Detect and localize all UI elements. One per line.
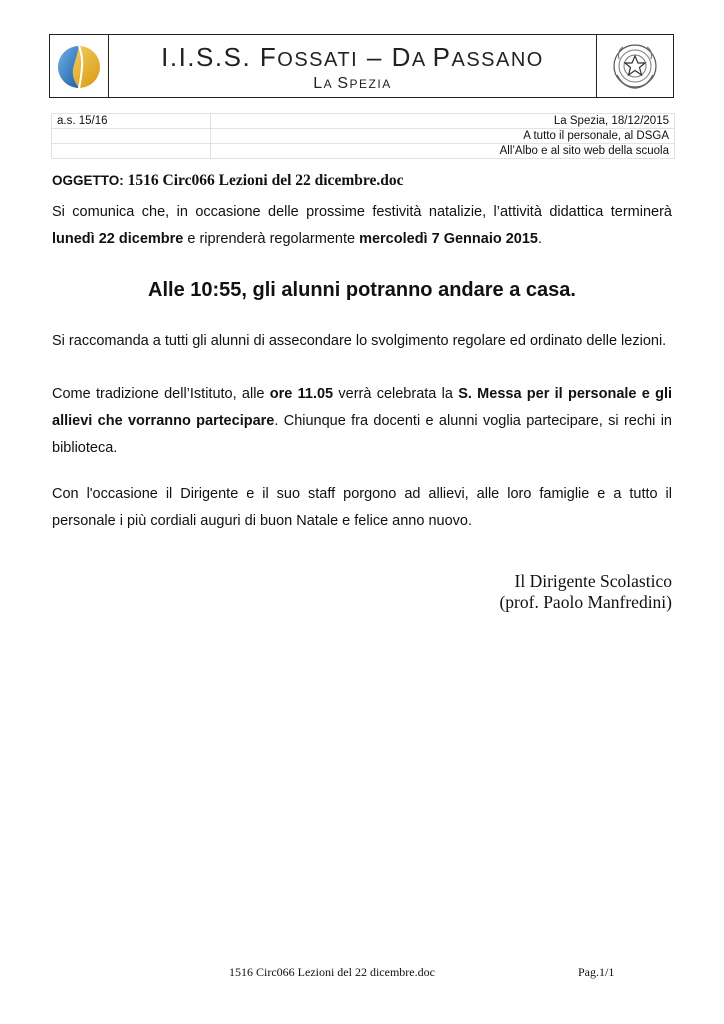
city-pezia: PEZIA — [349, 77, 392, 91]
table-row — [52, 129, 675, 144]
text-run: . — [538, 231, 543, 247]
document-date: La Spezia, 18/12/2015 — [211, 114, 675, 129]
footer-page-number: Pag.1/1 — [578, 965, 615, 979]
empty-cell — [52, 129, 211, 144]
name-a: A — [411, 49, 433, 71]
institute-city — [108, 75, 597, 93]
city-a: A — [323, 77, 338, 91]
table-row — [52, 144, 675, 159]
text-run: verrà celebrata la — [333, 386, 459, 402]
signature-role: Il Dirigente Scolastico — [514, 571, 672, 591]
empty-cell — [52, 144, 211, 159]
name-letter-d: D — [391, 42, 412, 72]
text-run: e riprenderà regolarmente — [183, 231, 360, 247]
paragraph-greetings: Con l'occasione il Dirigente e il suo staff porgono ad allievi, alle loro famiglie e a tutto il personale i più cordiali auguri di buon Natale e felice anno nuovo. — [52, 486, 672, 529]
name-letter-f: F — [259, 42, 278, 72]
text-run: Si comunica che, in occasione delle prossime festività natalizie, l’attività didattica terminerà — [52, 204, 672, 220]
letterhead — [49, 34, 674, 98]
table-row — [52, 114, 675, 129]
paragraph-recommendation: Si raccomanda a tutti gli alunni di assecondare lo svolgimento regolare ed ordinato delle lezioni. — [52, 333, 667, 349]
name-dash: – — [358, 42, 392, 72]
city-letter-l: L — [313, 75, 324, 92]
bold-mass: S. Messa per il personale e gli allievi che vorranno partecipare — [52, 386, 673, 429]
republic-emblem — [596, 35, 673, 97]
bold-last-day: lunedì 22 dicembre — [52, 231, 184, 247]
footer-filename: 1516 Circ066 Lezioni del 22 dicembre.doc — [229, 965, 435, 979]
school-logo-icon — [50, 35, 108, 97]
signature-name: (prof. Paolo Manfredini) — [499, 592, 672, 612]
name-letter-p: P — [432, 42, 452, 72]
text-run: Come tradizione dell’Istituto, alle — [52, 386, 270, 402]
dismissal-headline: Alle 10:55, gli alunni potranno andare a casa. — [148, 279, 576, 301]
header-info-table — [51, 113, 675, 159]
recipient-line-2: All’Albo e al sito web della scuola — [211, 144, 675, 159]
school-year: a.s. 15/16 — [52, 114, 211, 129]
signature-block — [499, 571, 672, 613]
institute-prefix: I.I.S.S. — [161, 42, 260, 72]
paragraph-mass — [52, 381, 672, 462]
recipient-line-1: A tutto il personale, al DSGA — [211, 129, 675, 144]
paragraph-holidays — [52, 199, 672, 253]
bold-time: ore 11.05 — [269, 386, 334, 402]
bold-resume-day: mercoledì 7 Gennaio 2015 — [359, 231, 538, 247]
school-logo — [50, 35, 109, 97]
subject-label: OGGETTO: — [52, 173, 124, 188]
city-letter-s: S — [337, 75, 350, 92]
italian-republic-emblem-icon — [597, 35, 673, 97]
text-run: . Chiunque fra docenti e alunni voglia partecipare, si rechi in biblioteca. — [52, 413, 672, 456]
name-ossati: OSSATI — [277, 49, 359, 71]
subject-text: 1516 Circ066 Lezioni del 22 dicembre.doc — [123, 172, 404, 189]
institute-name — [108, 42, 597, 73]
subject-line — [52, 172, 403, 190]
name-assano: ASSANO — [451, 49, 544, 71]
